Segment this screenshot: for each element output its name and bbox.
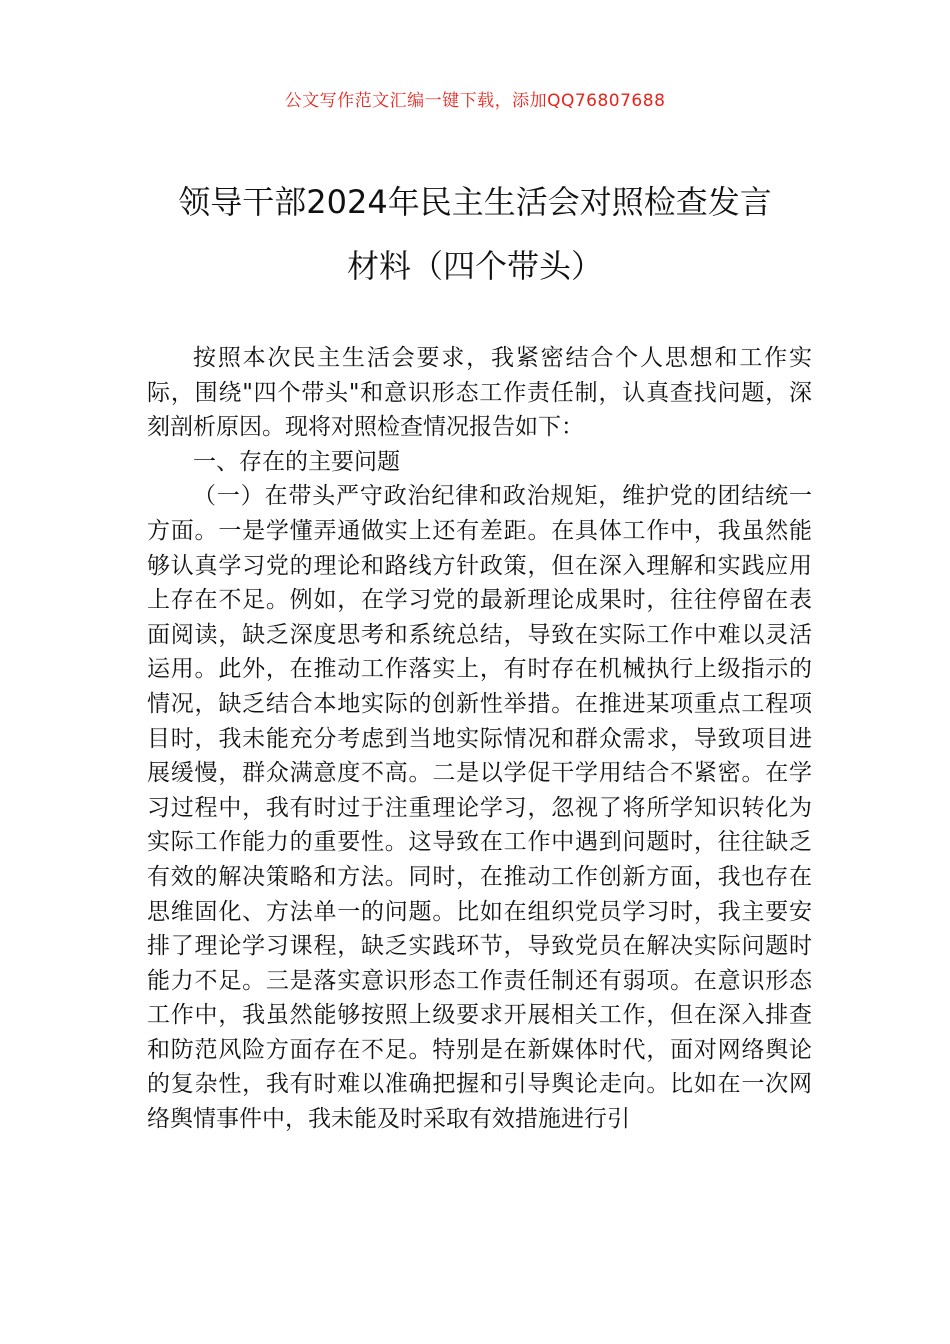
- section-heading: 一、存在的主要问题: [193, 448, 400, 475]
- intro-paragraph: 按照本次民主生活会要求，我紧密结合个人思想和工作实际，围绕"四个带头"和意识形态工作责任制，认真查找问题，深刻剖析原因。现将对照检查情况报告如下：: [147, 345, 812, 441]
- title-line-1: 领导干部2024年民主生活会对照检查发言: [178, 183, 772, 221]
- body-paragraph: （一）在带头严守政治纪律和政治规矩，维护党的团结统一方面。一是学懂弄通做实上还有差距。在具体工作中，我虽然能够认真学习党的理论和路线方针政策，但在深入理解和实践应用上存在不足。例如，在学习党的最新理论成果时，往往停留在表面阅读，缺乏深度思考和系统总结，导致在实际工作中难以灵活运用。此外，在推动工作落实上，有时存在机械执行上级指示的情况，缺乏结合本地实际的创新性举措。在推进某项重点工程项目时，我未能充分考虑到当地实际情况和群众需求，导致项目进展缓慢，群众满意度不高。二是以学促干学用结合不紧密。在学习过程中，我有时过于注重理论学习，忽视了将所学知识转化为实际工作能力的重要性。这导致在工作中遇到问题时，往往缺乏有效的解决策略和方法。同时，在推动工作创新方面，我也存在思维固化、方法单一的问题。比如在组织党员学习时，我主要安排了理论学习课程，缺乏实践环节，导致党员在解决实际问题时能力不足。三是落实意识形态工作责任制还有弱项。在意识形态工作中，我虽然能够按照上级要求开展相关工作，但在深入排查和防范风险方面存在不足。特别是在新媒体时代，面对网络舆论的复杂性，我有时难以准确把握和引导舆论走向。比如在一次网络舆情事件中，我未能及时采取有效措施进行引: [147, 483, 812, 1133]
- document-body: [147, 341, 812, 1137]
- download-notice: 公文写作范文汇编一键下载，添加QQ76807688: [284, 91, 666, 111]
- document-title: [120, 170, 830, 298]
- title-line-2: 材料（四个带头）: [346, 247, 603, 285]
